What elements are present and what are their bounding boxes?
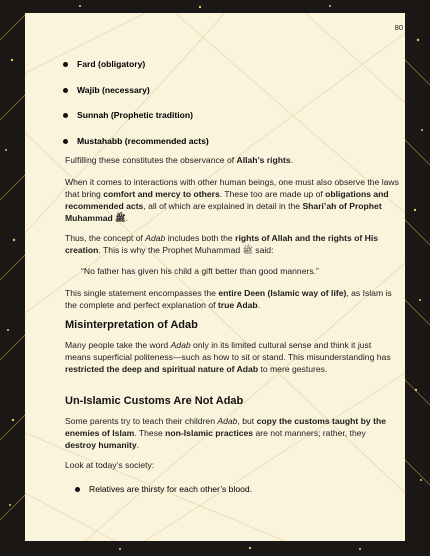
paragraph-interactions: When it comes to interactions with other human beings, one must also observe the laws that bring comfort and mercy to others. These too are made up of obligations and recommended acts, all of which are explained in detail in the Shari’ah of Prophet Muhammad ﷺ. xyxy=(65,177,399,223)
paragraph-misinterpretation: Many people take the word Adab only in its limited cultural sense and think it just means superficial politeness—such as how to sit or stand. This misunderstanding has restricted the deep and spiritual nature of Adab to mere gestures. xyxy=(65,340,391,374)
paragraph-todays-society: Look at today’s society: xyxy=(65,460,155,470)
heading-misinterpretation: Misinterpretation of Adab xyxy=(65,319,198,331)
hadith-quote: “No father has given his child a gift better than good manners.” xyxy=(81,266,319,276)
list-item: Wajib (necessary) xyxy=(63,85,209,111)
list-item: Sunnah (Prophetic tradition) xyxy=(63,110,209,136)
society-list xyxy=(75,484,252,494)
obligations-list xyxy=(63,59,209,161)
list-item: Fard (obligatory) xyxy=(63,59,209,85)
paragraph-entire-deen: This single statement encompasses the entire Deen (Islamic way of life), as Islam is the complete and perfect explanation of true Adab. xyxy=(65,288,392,310)
page-number: 80 xyxy=(394,23,403,32)
list-item: Relatives are thirsty for each other’s blood. xyxy=(75,484,252,494)
list-item: Mustahabb (recommended acts) xyxy=(63,136,209,162)
paragraph-allahs-rights: Fulfilling these constitutes the observance of Allah’s rights. xyxy=(65,155,294,165)
paragraph-concept-adab: Thus, the concept of Adab includes both the rights of Allah and the rights of His creation. This is why the Prophet Muhammad ﷺ said: xyxy=(65,233,379,255)
heading-un-islamic-customs: Un-Islamic Customs Are Not Adab xyxy=(65,395,244,407)
paragraph-customs: Some parents try to teach their children Adab, but copy the customs taught by the enemies of Islam. These non-Islamic practices are not manners; rather, they destroy humanity. xyxy=(65,416,386,450)
page-content xyxy=(25,13,405,541)
